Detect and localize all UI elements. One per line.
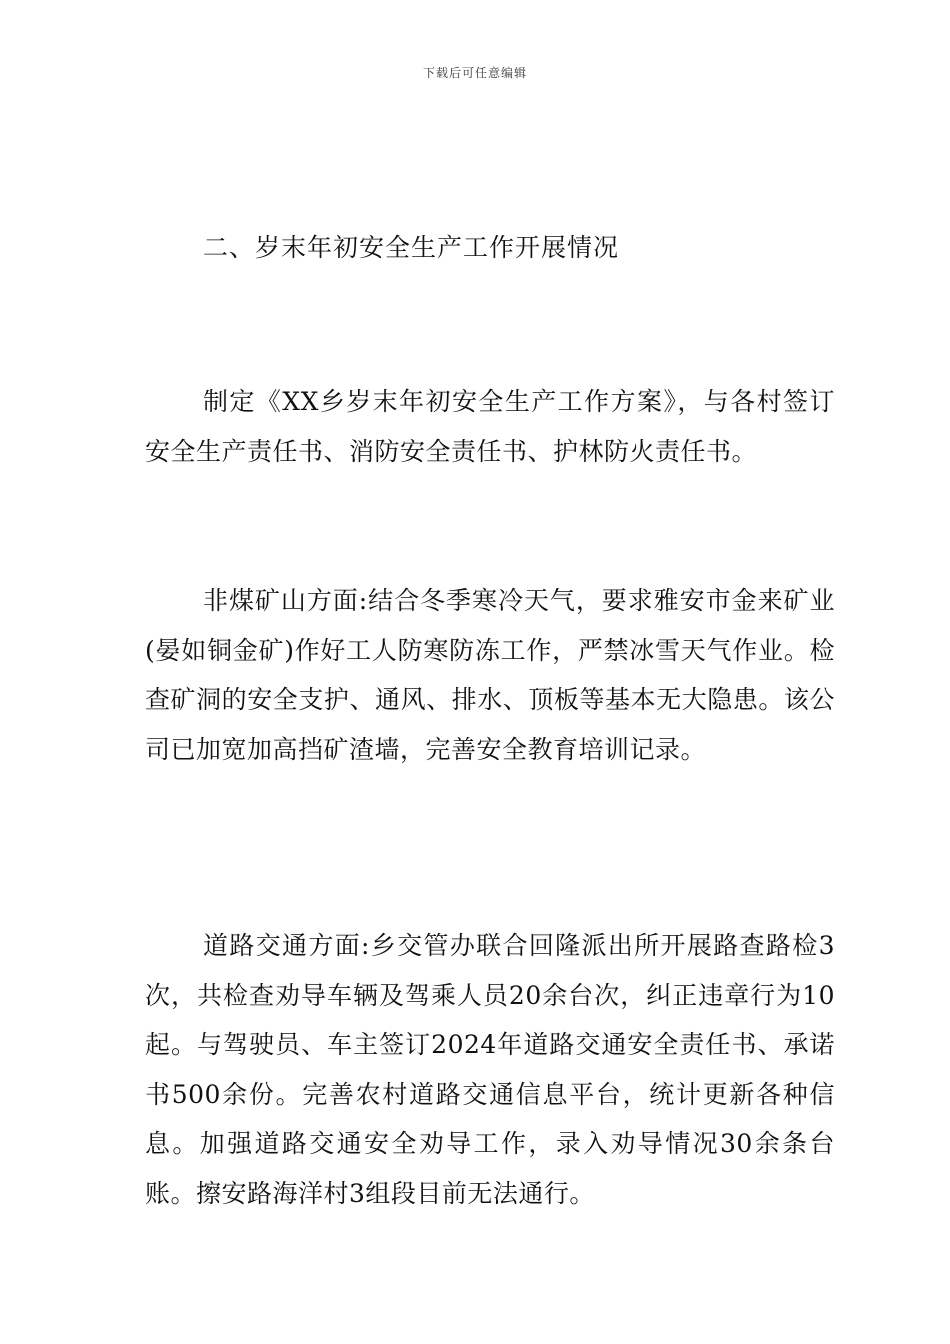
paragraph-non-coal-mines: 非煤矿山方面:结合冬季寒冷天气，要求雅安市金来矿业(晏如铜金矿)作好工人防寒防冻工作，严禁冰雪天气作业。检查矿洞的安全支护、通风、排水、顶板等基本无大隐患。该公司已加宽加高挡矿渣墙，完善安全教育培训记录。 xyxy=(145,586,835,764)
paragraph-road-traffic: 道路交通方面:乡交管办联合回隆派出所开展路查路检3次，共检查劝导车辆及驾乘人员20余台次，纠正违章行为10起。与驾驶员、车主签订2024年道路交通安全责任书、承诺书500余份。完善农村道路交通信息平台，统计更新各种信息。加强道路交通安全劝导工作，录入劝导情况30余条台账。擦安路海洋村3组段目前无法通行。 xyxy=(145,931,835,1208)
header-note: 下载后可任意编辑 xyxy=(422,66,527,80)
paragraph-work-plan: 制定《XX乡岁末年初安全生产工作方案》，与各村签订安全生产责任书、消防安全责任书、护林防火责任书。 xyxy=(145,387,835,466)
section-heading: 二、岁末年初安全生产工作开展情况 xyxy=(203,233,620,262)
